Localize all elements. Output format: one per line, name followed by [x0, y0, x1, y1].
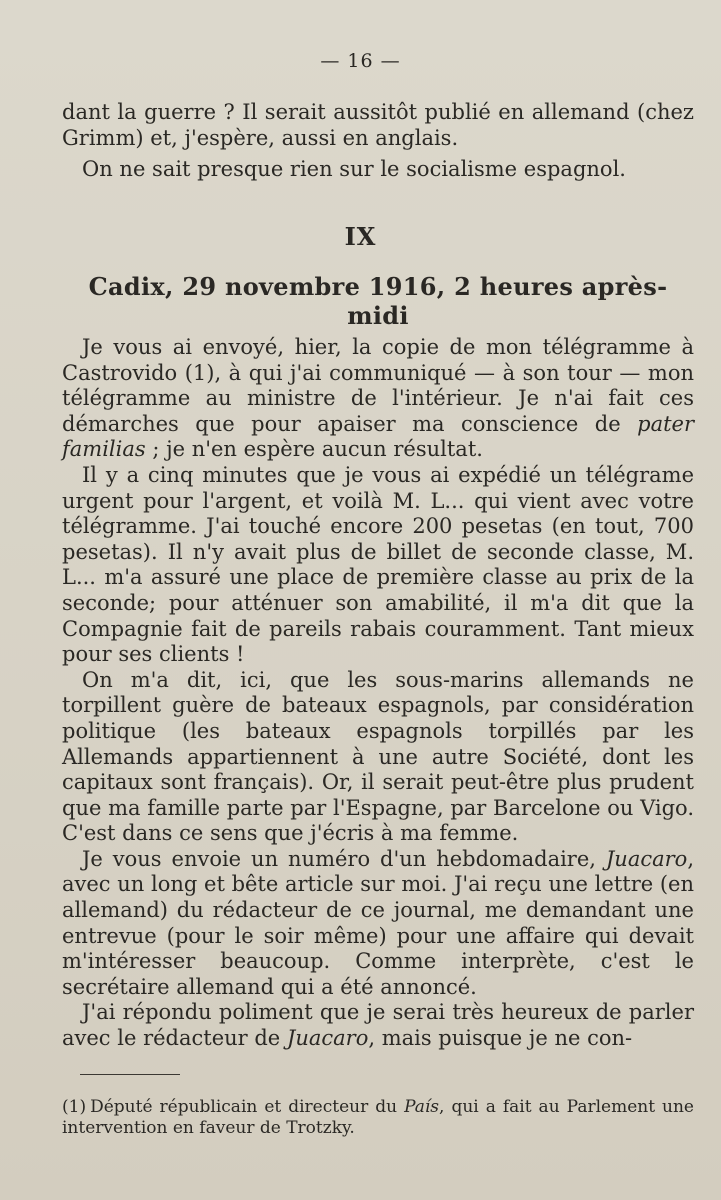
- paragraph-hebdomadaire-end: , avec un long et bête article sur moi. J'ai reçu une lettre (en allemand) du rédacteur de ce journal, me demandant une entrevue (pour le soir même) pour une affaire qui devait m'intéresser beaucoup. Comme interprète, c'est le secrétaire allemand qui a été annoncé.: [62, 846, 694, 999]
- section-number: IX: [344, 222, 377, 251]
- paragraph-telegramme: [62, 335, 694, 463]
- paragraph-telegramme-end: ; je n'en espère aucun résultat.: [145, 437, 483, 462]
- page-number: — 16 —: [320, 50, 401, 72]
- footnote-text-end: , qui a fait au Parlement une intervention en faveur de Trotzky.: [62, 1097, 694, 1138]
- journal-title-2: Juacaro: [286, 1026, 369, 1051]
- main-text-block: [62, 335, 694, 1052]
- paragraph-argent: Il y a cinq minutes que je vous ai expédié un télégrame urgent pour l'argent, et voilà M. L... qui vient avec votre télégramme. J'ai touché encore 200 pesetas (en tout, 700 pesetas). Il n'y avait plus de billet de seconde classe, M. L... m'a assuré une place de première classe au prix de la seconde; pour atténuer son amabilité, il m'a dit que la Compagnie fait de pareils rabais couramment. Tant mieux pour ses clients !: [62, 462, 694, 667]
- footnote-journal: País: [404, 1097, 440, 1117]
- paragraph-hebdomadaire: [62, 847, 694, 1001]
- pater-familias-phrase: pater familias: [62, 411, 694, 462]
- paragraph-telegramme-text: Je vous ai envoyé, hier, la copie de mon télégramme à Castrovido (1), à qui j'ai communiqué — à son tour — mon télégramme au ministre de l'intérieur. Je n'ai fait ces démarches que pour apaiser ma conscience de: [62, 335, 694, 436]
- footnote: [62, 1097, 694, 1139]
- section-heading: Cadix, 29 novembre 1916, 2 heures après-midi: [88, 272, 668, 330]
- paragraph-reponse: [62, 1000, 694, 1051]
- paragraph-continuation: dant la guerre ? Il serait aussitôt publié en allemand (chez Grimm) et, j'espère, aussi en anglais.: [62, 100, 694, 150]
- journal-title: Juacaro: [605, 846, 688, 871]
- paragraph-sous-marins: On m'a dit, ici, que les sous-marins allemands ne torpillent guère de bateaux espagnols, par considération politique (les bateaux espagnols torpillés par les Allemands appartiennent à une autre Société, dont les capitaux sont français). Or, il serait peut-être plus prudent que ma famille parte par l'Espagne, par Barcelone ou Vigo. C'est dans ce sens que j'écris à ma femme.: [62, 667, 694, 846]
- top-text-block: [62, 100, 694, 183]
- footnote-marker: (1): [62, 1097, 87, 1117]
- footnote-text: Député républicain et directeur du: [90, 1097, 405, 1117]
- footnote-divider: [80, 1074, 180, 1075]
- paragraph-reponse-end: , mais puisque je ne con-: [368, 1026, 633, 1051]
- paragraph-hebdomadaire-text: Je vous envoie un numéro d'un hebdomadaire,: [82, 846, 606, 871]
- paragraph-socialisme: On ne sait presque rien sur le socialisme espagnol.: [82, 157, 626, 182]
- paragraph-reponse-text: J'ai répondu poliment que je serai très heureux de parler avec le rédacteur de: [62, 1000, 694, 1051]
